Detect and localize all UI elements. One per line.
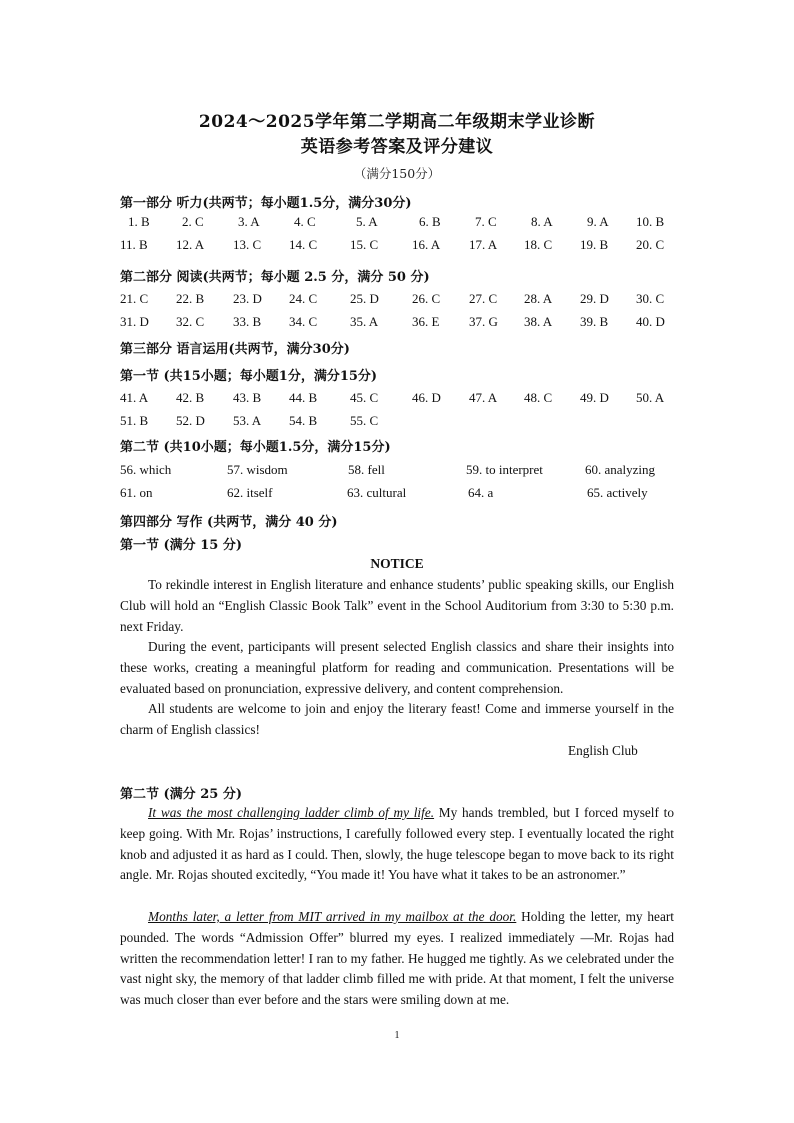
part3-heading: 第三部分 语言运用(共两节，满分30分)	[120, 342, 350, 357]
answer-item: 40. D	[636, 314, 665, 329]
answer-item: 29. D	[580, 291, 609, 306]
answer-item: 65. actively	[587, 485, 648, 500]
answer-item: 38. A	[524, 314, 553, 329]
answer-item: 52. D	[176, 413, 205, 428]
answer-item: 23. D	[233, 291, 262, 306]
answer-item: 58. fell	[348, 462, 385, 477]
answer-item: 57. wisdom	[227, 462, 288, 477]
notice-signature: English Club	[568, 743, 638, 758]
answer-item: 4. C	[294, 214, 316, 229]
answer-item: 59. to interpret	[466, 462, 543, 477]
answer-item: 33. B	[233, 314, 262, 329]
full-score-note: （满分150分）	[353, 166, 441, 181]
word-fill-row-2	[0, 485, 794, 503]
part4-section1-heading: 第一节 (满分 15 分)	[120, 538, 242, 553]
part1-row-1	[0, 214, 794, 232]
part1-row-2	[0, 237, 794, 255]
answer-item: 62. itself	[227, 485, 273, 500]
answer-item: 64. a	[468, 485, 494, 500]
answer-item: 2. C	[182, 214, 204, 229]
part3-row-1	[0, 390, 794, 408]
answer-item: 1. B	[128, 214, 150, 229]
answer-item: 61. on	[120, 485, 153, 500]
answer-item: 21. C	[120, 291, 149, 306]
notice-title: NOTICE	[370, 556, 424, 571]
given-opening-sentence: It was the most challenging ladder climb of my life.	[148, 805, 435, 820]
answer-item: 16. A	[412, 237, 441, 252]
notice-paragraph-2: During the event, participants will present selected English classics and share their insights into these works, creating a meaningful platform for reading and communication. Presentations will be evaluated based on pronunciation, expressive delivery, and content comprehension.	[120, 639, 674, 696]
part3-section2-heading: 第二节 (共10小题；每小题1.5分，满分15分)	[120, 440, 391, 455]
page-number: 1	[394, 1030, 400, 1041]
story-paragraph-1: It was the most challenging ladder climb of my life. My hands trembled, but I forced myself to keep going. With Mr. Rojas’ instructions, I carefully followed every step. I eventually located the right knob and adjusted it as hard as I could. Then, slowly, the huge telescope began to move back to its right angle. Mr. Rojas shouted excitedly, “You made it! You have what it takes to be an astronomer.”	[120, 805, 674, 883]
answer-item: 12. A	[176, 237, 205, 252]
answer-item: 54. B	[289, 413, 318, 428]
answer-item: 56. which	[120, 462, 172, 477]
answer-item: 53. A	[233, 413, 262, 428]
answer-item: 17. A	[469, 237, 498, 252]
answer-item: 30. C	[636, 291, 665, 306]
notice-paragraph-1: To rekindle interest in English literature and enhance students’ public speaking skills, our English Club will hold an “English Classic Book Talk” event in the School Auditorium from 3:30 to 5:30 p.m. next Friday.	[120, 577, 674, 634]
answer-item: 27. C	[469, 291, 498, 306]
answer-item: 48. C	[524, 390, 553, 405]
answer-item: 7. C	[475, 214, 497, 229]
part2-row-1	[0, 291, 794, 309]
answer-item: 18. C	[524, 237, 553, 252]
answer-item: 36. E	[412, 314, 440, 329]
answer-item: 24. C	[289, 291, 318, 306]
answer-item: 13. C	[233, 237, 262, 252]
answer-item: 55. C	[350, 413, 379, 428]
answer-item: 46. D	[412, 390, 441, 405]
answer-item: 15. C	[350, 237, 379, 252]
answer-item: 8. A	[531, 214, 553, 229]
answer-item: 35. A	[350, 314, 379, 329]
answer-item: 26. C	[412, 291, 441, 306]
answer-item: 34. C	[289, 314, 318, 329]
word-fill-row-1	[0, 462, 794, 480]
document-title: 2024～2025学年第二学期高二年级期末学业诊断	[198, 112, 596, 132]
answer-item: 43. B	[233, 390, 262, 405]
answer-item: 20. C	[636, 237, 665, 252]
answer-item: 19. B	[580, 237, 609, 252]
notice-paragraph-3: All students are welcome to join and enjoy the literary feast! Come and immerse yourself in the charm of English classics!	[120, 701, 674, 737]
answer-item: 14. C	[289, 237, 318, 252]
part3-section1-heading: 第一节 (共15小题；每小题1分，满分15分)	[120, 369, 378, 384]
story-paragraph-2: Months later, a letter from MIT arrived in my mailbox at the door. Holding the letter, my heart pounded. The words “Admission Offer” blurred my eyes. I realized immediately —Mr. Rojas had written the recommendation letter! I ran to my father. He hugged me tightly. As we celebrated under the vast night sky, the memory of that ladder climb filled me with pride. At that moment, I felt the universe was much closer than ever before and the stars were smiling down at me.	[120, 909, 674, 1008]
answer-item: 39. B	[580, 314, 609, 329]
answer-item: 41. A	[120, 390, 149, 405]
answer-item: 25. D	[350, 291, 379, 306]
answer-item: 32. C	[176, 314, 205, 329]
document-subtitle: 英语参考答案及评分建议	[300, 137, 494, 157]
answer-item: 44. B	[289, 390, 318, 405]
answer-item: 3. A	[238, 214, 260, 229]
given-opening-sentence: Months later, a letter from MIT arrived in my mailbox at the door.	[148, 909, 517, 924]
part2-row-2	[0, 314, 794, 332]
answer-item: 5. A	[356, 214, 378, 229]
part1-heading: 第一部分 听力(共两节；每小题1.5分，满分30分)	[120, 196, 412, 211]
answer-item: 11. B	[120, 237, 148, 252]
answer-item: 47. A	[469, 390, 498, 405]
part4-section2-heading: 第二节 (满分 25 分)	[120, 787, 242, 802]
answer-item: 9. A	[587, 214, 609, 229]
answer-item: 60. analyzing	[585, 462, 656, 477]
part2-heading: 第二部分 阅读(共两节；每小题 2.5 分，满分 50 分)	[120, 270, 430, 285]
answer-item: 42. B	[176, 390, 205, 405]
answer-item: 10. B	[636, 214, 665, 229]
answer-item: 6. B	[419, 214, 441, 229]
answer-item: 37. G	[469, 314, 498, 329]
answer-item: 28. A	[524, 291, 553, 306]
part4-heading: 第四部分 写作 (共两节，满分 40 分)	[120, 515, 338, 530]
answer-item: 45. C	[350, 390, 379, 405]
answer-item: 49. D	[580, 390, 609, 405]
answer-item: 50. A	[636, 390, 665, 405]
answer-item: 31. D	[120, 314, 149, 329]
answer-item: 22. B	[176, 291, 205, 306]
answer-item: 63. cultural	[347, 485, 407, 500]
part3-row-2	[0, 413, 794, 431]
answer-item: 51. B	[120, 413, 149, 428]
